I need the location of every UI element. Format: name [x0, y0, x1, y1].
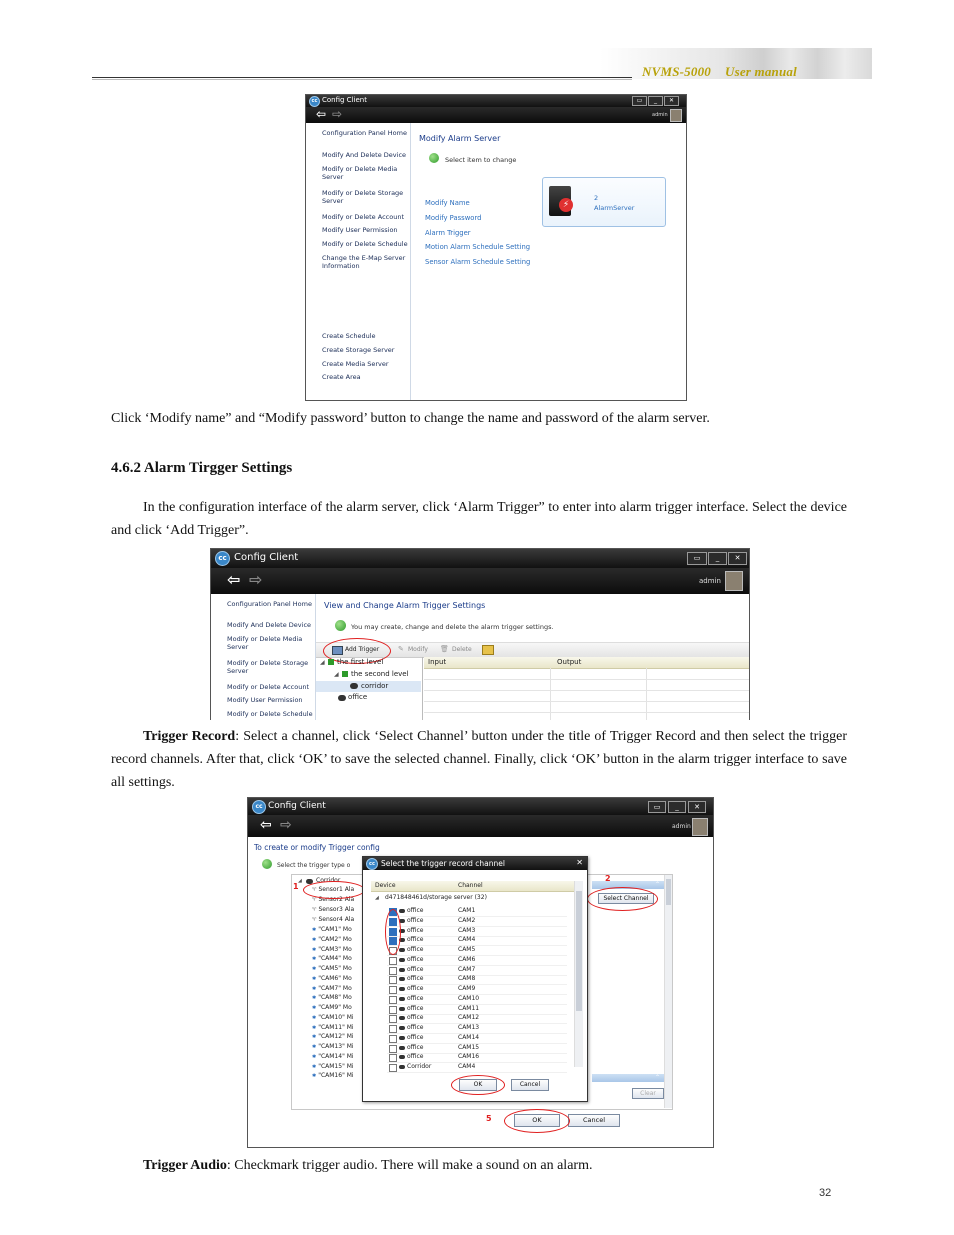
motion-icon: ✱ — [312, 985, 317, 992]
motion-item[interactable] — [312, 1063, 354, 1070]
channel-checkbox[interactable] — [389, 976, 397, 984]
channel-name: CAM13 — [458, 1024, 480, 1031]
settings-icon[interactable] — [482, 645, 494, 655]
channel-checkbox[interactable] — [389, 1035, 397, 1043]
motion-item[interactable] — [312, 936, 352, 943]
motion-label: "CAM1" Mo — [318, 926, 352, 933]
tree-area-icon — [328, 659, 334, 665]
motion-label: "CAM10" Mi — [318, 1013, 354, 1021]
channel-name: CAM5 — [458, 946, 476, 953]
scrollbar[interactable] — [664, 875, 672, 1108]
card-number: 2 — [594, 194, 599, 202]
channel-name: CAM3 — [458, 926, 476, 934]
sidebar-item-create-media[interactable]: Create Media Server — [322, 360, 389, 368]
channel-checkbox[interactable] — [389, 1006, 397, 1014]
hint-text: Select the trigger type o — [277, 862, 351, 869]
channel-name: CAM1 — [458, 907, 476, 914]
link-motion-schedule[interactable]: Motion Alarm Schedule Setting — [425, 243, 531, 251]
motion-icon: ✱ — [312, 1024, 317, 1031]
nav-bar — [248, 815, 713, 837]
select-channel-button[interactable]: Select Channel — [598, 893, 654, 904]
channel-device: Corridor — [407, 1063, 432, 1070]
tree-item-first-level[interactable]: the first level — [337, 658, 384, 666]
motion-item[interactable] — [312, 1014, 354, 1021]
camera-icon — [399, 1007, 405, 1011]
minimize-button[interactable]: _ — [708, 552, 727, 565]
title-bar — [248, 798, 713, 815]
channel-device: office — [407, 1004, 424, 1012]
motion-item[interactable] — [312, 994, 352, 1001]
sidebar-item-home[interactable]: Configuration Panel Home — [322, 129, 407, 137]
minimize-button[interactable]: _ — [668, 801, 686, 813]
select-channel-dialog — [362, 856, 588, 1102]
motion-label: "CAM12" Mi — [318, 1033, 354, 1041]
channel-name: CAM4 — [458, 1063, 476, 1070]
motion-item[interactable] — [312, 985, 352, 992]
dialog-close-icon[interactable]: ✕ — [576, 858, 583, 867]
motion-item[interactable] — [312, 955, 352, 962]
channel-checkbox[interactable] — [389, 1064, 397, 1072]
clear-button[interactable]: Clear — [632, 1088, 664, 1099]
sensor-label: Sensor4 Ala — [318, 916, 355, 923]
sidebar-item-schedule[interactable]: Modify or Delete Schedule — [322, 240, 408, 248]
channel-device: office — [407, 926, 424, 934]
tree-arrow-icon: ◢ — [334, 671, 339, 678]
channel-name: CAM9 — [458, 985, 476, 992]
channel-device: office — [407, 946, 424, 953]
tree-item-corridor-row[interactable] — [316, 681, 421, 692]
restore-button[interactable]: ▭ — [687, 552, 707, 565]
camera-icon — [399, 948, 405, 952]
column-device[interactable]: Device — [375, 882, 396, 889]
paragraph-modify-name: Click ‘Modify name” and “Modify password’ button to change the name and password of the alarm server. — [111, 411, 710, 426]
channel-row[interactable] — [387, 995, 567, 1005]
motion-icon: ✱ — [312, 1005, 317, 1011]
sidebar-item-permission[interactable]: Modify User Permission — [227, 696, 303, 704]
forward-arrow-icon[interactable]: ⇨ — [249, 570, 263, 589]
cc-logo-icon: cc — [366, 858, 378, 870]
channel-name: CAM10 — [458, 994, 480, 1002]
screenshot-trigger-config — [247, 797, 714, 1148]
channel-row[interactable] — [387, 1063, 567, 1073]
channel-checkbox[interactable] — [389, 1015, 397, 1023]
sensor-icon: ♈ — [312, 907, 317, 913]
channel-device: office — [407, 1024, 424, 1031]
motion-icon: ✱ — [312, 1053, 317, 1060]
motion-item[interactable] — [312, 946, 352, 953]
channel-row[interactable] — [387, 975, 567, 985]
channel-checkbox[interactable] — [389, 1025, 397, 1033]
forward-arrow-icon[interactable]: ⇨ — [280, 817, 292, 833]
close-button[interactable]: ✕ — [664, 96, 679, 106]
motion-icon: ✱ — [312, 995, 317, 1002]
trigger-grid — [424, 657, 749, 720]
motion-label: "CAM13" Mi — [318, 1043, 354, 1050]
channel-checkbox[interactable] — [389, 967, 397, 975]
channel-row[interactable] — [387, 946, 567, 956]
motion-label: "CAM3" Mo — [318, 945, 352, 953]
camera-icon — [399, 1046, 405, 1050]
channel-row[interactable] — [387, 917, 567, 927]
restore-button[interactable]: ▭ — [632, 96, 647, 106]
sensor-label: Sensor2 Ala — [318, 896, 355, 903]
channel-row[interactable] — [387, 1034, 567, 1044]
channel-row[interactable] — [387, 907, 567, 917]
channel-row[interactable] — [387, 966, 567, 976]
motion-label: "CAM2" Mo — [318, 935, 352, 943]
title-bar — [211, 549, 749, 568]
link-modify-password[interactable]: Modify Password — [425, 214, 482, 222]
header-rule — [92, 77, 632, 78]
highlight-checkboxes — [385, 909, 401, 955]
camera-icon — [399, 1026, 405, 1030]
sidebar-item-home[interactable]: Configuration Panel Home — [227, 600, 312, 608]
info-icon — [262, 859, 272, 869]
storage-server-node[interactable]: d471848461d/storage server (32) — [385, 894, 487, 901]
motion-label: "CAM5" Mo — [318, 965, 352, 972]
motion-icon: ✱ — [312, 1073, 317, 1080]
channel-name: CAM6 — [458, 955, 476, 963]
sidebar-item-device[interactable]: Modify And Delete Device — [322, 151, 407, 159]
sidebar-item-schedule[interactable]: Modify or Delete Schedule — [227, 710, 313, 718]
link-alarm-trigger[interactable]: Alarm Trigger — [425, 229, 471, 237]
device-tree — [316, 657, 423, 720]
sidebar-item-create-storage[interactable]: Create Storage Server — [322, 346, 395, 354]
user-name: admin — [672, 823, 691, 830]
channel-name: CAM15 — [458, 1043, 480, 1051]
channel-device: office — [407, 1053, 424, 1061]
channel-device: office — [407, 975, 424, 983]
channel-device: office — [407, 1014, 424, 1022]
camera-icon — [399, 968, 405, 972]
modify-button[interactable]: Modify — [408, 646, 428, 653]
alarm-server-icon: ⚡ — [549, 186, 571, 216]
motion-item[interactable] — [312, 975, 352, 982]
header-rule-light — [92, 79, 632, 80]
marker-5: 5 — [486, 1114, 492, 1123]
screenshot-alarm-trigger-settings — [210, 548, 750, 720]
highlight-sensor1 — [303, 881, 365, 899]
camera-icon — [350, 683, 358, 689]
channel-name: CAM16 — [458, 1053, 480, 1061]
channel-name: CAM11 — [458, 1004, 480, 1012]
channel-row[interactable] — [387, 1024, 567, 1034]
dialog-scrollbar[interactable] — [574, 881, 583, 1067]
channel-row[interactable] — [387, 936, 567, 946]
tree-root-corridor[interactable]: Corridor — [316, 877, 341, 884]
highlight-ok — [504, 1109, 570, 1133]
header-title — [642, 64, 797, 80]
modify-icon: ✎ — [398, 645, 404, 653]
channel-device: office — [407, 994, 424, 1002]
motion-item[interactable] — [312, 926, 352, 933]
channel-checkbox[interactable] — [389, 1054, 397, 1062]
channel-device: office — [407, 965, 424, 973]
camera-icon — [399, 958, 405, 962]
motion-label: "CAM4" Mo — [318, 955, 352, 963]
sidebar-item-account[interactable]: Modify or Delete Account — [227, 683, 309, 691]
user-name: admin — [652, 112, 668, 118]
highlight-select-channel — [587, 887, 658, 911]
cc-logo-icon: cc — [309, 96, 320, 107]
motion-icon: ✱ — [312, 1014, 317, 1021]
channel-device: office — [407, 1043, 424, 1051]
channel-name: CAM4 — [458, 936, 476, 944]
grid-header — [424, 657, 749, 669]
motion-icon: ✱ — [312, 1044, 317, 1050]
trigger-record-label: Trigger Record — [143, 729, 236, 744]
restore-button[interactable]: ▭ — [648, 801, 666, 813]
trigger-audio-label: Trigger Audio — [143, 1158, 227, 1173]
motion-label: "CAM15" Mi — [318, 1062, 354, 1070]
channel-name: CAM8 — [458, 975, 476, 983]
tree-item-second-level[interactable]: the second level — [351, 670, 409, 678]
hint-text: Select item to change — [445, 156, 517, 164]
sensor-label: Sensor1 Ala — [318, 886, 355, 893]
motion-label: "CAM11" Mi — [318, 1023, 354, 1031]
table-row[interactable] — [424, 690, 749, 691]
avatar[interactable] — [692, 818, 708, 836]
channel-name: CAM2 — [458, 916, 476, 924]
back-arrow-icon[interactable]: ⇦ — [227, 570, 241, 589]
back-arrow-icon[interactable]: ⇦ — [260, 817, 272, 833]
section-title: To create or modify Trigger config — [254, 843, 380, 852]
motion-item[interactable] — [312, 1033, 354, 1040]
paragraph-trigger-record — [111, 725, 847, 794]
motion-icon: ✱ — [312, 936, 317, 943]
sidebar-item-media-server[interactable]: Modify or Delete Media Server — [322, 165, 398, 182]
link-sensor-schedule[interactable]: Sensor Alarm Schedule Setting — [425, 258, 531, 266]
channel-row[interactable] — [387, 1044, 567, 1054]
sidebar-item-permission[interactable]: Modify User Permission — [322, 226, 398, 234]
channel-row[interactable] — [387, 1014, 567, 1024]
trigger-audio-text: : Checkmark trigger audio. There will make a sound on an alarm. — [226, 1158, 593, 1173]
paragraph-alarm-trigger — [111, 496, 847, 542]
motion-label: "CAM7" Mo — [318, 984, 352, 992]
avatar[interactable] — [725, 571, 743, 591]
sidebar-item-storage-server[interactable]: Modify or Delete Storage Server — [322, 189, 404, 206]
sensor-icon: ♈ — [312, 887, 317, 893]
channel-row[interactable] — [387, 956, 567, 966]
tree-item-office[interactable]: office — [348, 693, 368, 701]
motion-icon: ✱ — [312, 1034, 317, 1041]
trigger-record-text: : Select a channel, click ‘Select Channel’ button under the title of Trigger Record and then select the trigger record channels. After that, click ‘OK’ to save the selected channel. Finally, click ‘OK’ button in the alarm trigger interface to save all settings. — [111, 729, 847, 790]
sidebar-item-create-schedule[interactable]: Create Schedule — [322, 332, 376, 340]
forward-arrow-icon[interactable]: ⇨ — [332, 107, 343, 121]
tree-area-icon — [342, 671, 348, 677]
marker-1: 1 — [293, 882, 299, 891]
app-title: Config Client — [322, 96, 367, 104]
table-row[interactable] — [424, 679, 749, 680]
channel-name: CAM7 — [458, 965, 476, 973]
channel-device: office — [407, 916, 424, 924]
dialog-ok-button[interactable]: OK — [459, 1079, 497, 1091]
tree-arrow-icon: ◢ — [375, 895, 379, 901]
header-product: NVMS-5000 — [642, 64, 711, 79]
channel-checkbox[interactable] — [389, 986, 397, 994]
channel-name: CAM12 — [458, 1014, 480, 1022]
minimize-button[interactable]: _ — [648, 96, 663, 106]
motion-item[interactable] — [312, 1053, 354, 1060]
camera-icon — [399, 1055, 405, 1059]
channel-checkbox[interactable] — [389, 957, 397, 965]
close-button[interactable]: ✕ — [728, 552, 747, 565]
section-title: Modify Alarm Server — [419, 134, 501, 143]
cancel-button[interactable]: Cancel — [568, 1114, 620, 1127]
sidebar — [211, 594, 316, 720]
motion-label: "CAM14" Mi — [318, 1052, 354, 1060]
motion-icon: ✱ — [312, 956, 317, 963]
motion-icon: ✱ — [312, 975, 317, 982]
sidebar-item-device[interactable]: Modify And Delete Device — [227, 621, 312, 629]
motion-label: "CAM6" Mo — [318, 974, 352, 982]
sensor-label: Sensor3 Ala — [318, 906, 355, 913]
highlight-dialog-ok — [451, 1075, 505, 1095]
card-name: AlarmServer — [594, 204, 635, 212]
avatar[interactable] — [670, 109, 682, 122]
title-bar — [306, 95, 686, 107]
channel-device: office — [407, 955, 424, 963]
column-channel[interactable]: Channel — [458, 882, 483, 889]
dialog-cancel-button[interactable]: Cancel — [511, 1079, 549, 1091]
sidebar-item-account[interactable]: Modify or Delete Account — [322, 213, 404, 221]
table-row[interactable] — [424, 712, 749, 713]
sensor-icon: ♈ — [312, 897, 317, 903]
ok-button[interactable]: OK — [514, 1114, 560, 1127]
lower-panel-header — [592, 1074, 664, 1082]
user-name: admin — [699, 577, 721, 585]
nav-bar — [211, 568, 749, 594]
delete-icon: 🗑 — [440, 645, 449, 653]
paragraph-alarm-trigger-text: In the configuration interface of the alarm server, click ‘Alarm Trigger” to enter into alarm trigger interface. Select the device and click ‘Add Trigger”. — [111, 500, 847, 538]
channel-checkbox[interactable] — [389, 996, 397, 1004]
motion-icon: ✱ — [312, 927, 317, 933]
camera-icon — [399, 909, 405, 913]
tree-arrow-icon: ◢ — [298, 878, 302, 884]
sensor-icon: ♈ — [312, 917, 317, 923]
dialog-grid-header — [371, 881, 574, 892]
motion-item[interactable] — [312, 1004, 352, 1011]
sensor-item[interactable] — [312, 906, 354, 913]
camera-icon — [399, 977, 405, 981]
camera-icon — [399, 997, 405, 1001]
channel-row[interactable] — [387, 927, 567, 937]
screenshot-modify-alarm-server — [305, 94, 687, 401]
tree-item-corridor: corridor — [361, 682, 389, 690]
motion-icon: ✱ — [312, 966, 317, 972]
sidebar-item-media-server[interactable]: Modify or Delete Media Server — [227, 635, 303, 652]
page-number: 32 — [819, 1187, 832, 1199]
cc-logo-icon: cc — [252, 800, 266, 814]
motion-label: "CAM9" Mo — [318, 1004, 352, 1011]
app-title: Config Client — [268, 801, 326, 811]
marker-2: 2 — [605, 874, 611, 883]
alarm-server-card[interactable] — [542, 177, 666, 227]
back-arrow-icon[interactable]: ⇦ — [316, 107, 327, 121]
dialog-title: Select the trigger record channel — [381, 859, 505, 868]
channel-checkbox[interactable] — [389, 1045, 397, 1053]
collapse-icon[interactable]: ⌃ — [654, 1074, 660, 1081]
table-row[interactable] — [424, 701, 749, 702]
column-output[interactable]: Output — [557, 658, 582, 666]
collapse-icon[interactable]: ⌃ — [654, 881, 660, 888]
delete-button[interactable]: Delete — [452, 646, 472, 653]
add-trigger-button[interactable]: Add Trigger — [345, 646, 380, 653]
camera-icon — [399, 1016, 405, 1020]
section-title: View and Change Alarm Trigger Settings — [324, 601, 486, 610]
sensor-item[interactable] — [312, 916, 354, 923]
link-modify-name[interactable]: Modify Name — [425, 199, 470, 207]
camera-icon — [399, 1036, 405, 1040]
sidebar-item-emap[interactable]: Change the E-Map Server Information — [322, 254, 406, 271]
paragraph-trigger-audio — [143, 1154, 847, 1177]
close-button[interactable]: ✕ — [688, 801, 706, 813]
camera-icon — [399, 987, 405, 991]
column-input[interactable]: Input — [428, 658, 447, 666]
nav-bar — [306, 107, 686, 123]
tree-arrow-icon: ◢ — [320, 659, 325, 666]
sidebar-item-create-area[interactable]: Create Area — [322, 373, 361, 381]
sidebar — [306, 123, 411, 400]
section-heading: 4.6.2 Alarm Tirgger Settings — [111, 460, 293, 476]
channel-device: office — [407, 985, 424, 992]
channel-row[interactable] — [387, 1053, 567, 1063]
channel-device: office — [407, 936, 424, 944]
motion-icon: ✱ — [312, 1063, 317, 1070]
app-title: Config Client — [234, 552, 299, 563]
motion-label: "CAM8" Mo — [318, 994, 352, 1002]
channel-row[interactable] — [387, 985, 567, 995]
channel-name: CAM14 — [458, 1033, 480, 1041]
sidebar-item-storage-server[interactable]: Modify or Delete Storage Server — [227, 659, 309, 676]
camera-icon — [399, 1065, 405, 1069]
header-manual: User manual — [724, 64, 797, 79]
motion-item[interactable] — [312, 1072, 354, 1079]
channel-device: office — [407, 1033, 424, 1041]
channel-device: office — [407, 907, 424, 914]
channel-row[interactable] — [387, 1005, 567, 1015]
camera-icon — [338, 695, 346, 701]
motion-item[interactable] — [312, 965, 352, 972]
motion-icon: ✱ — [312, 946, 317, 953]
motion-label: "CAM16" Mi — [318, 1072, 354, 1080]
motion-item[interactable] — [312, 1024, 354, 1031]
motion-item[interactable] — [312, 1043, 354, 1050]
hint-text: You may create, change and delete the alarm trigger settings. — [351, 623, 554, 631]
info-icon — [335, 620, 346, 631]
info-icon — [429, 153, 439, 163]
cc-logo-icon: cc — [215, 551, 230, 566]
dialog-title-bar — [363, 857, 587, 870]
